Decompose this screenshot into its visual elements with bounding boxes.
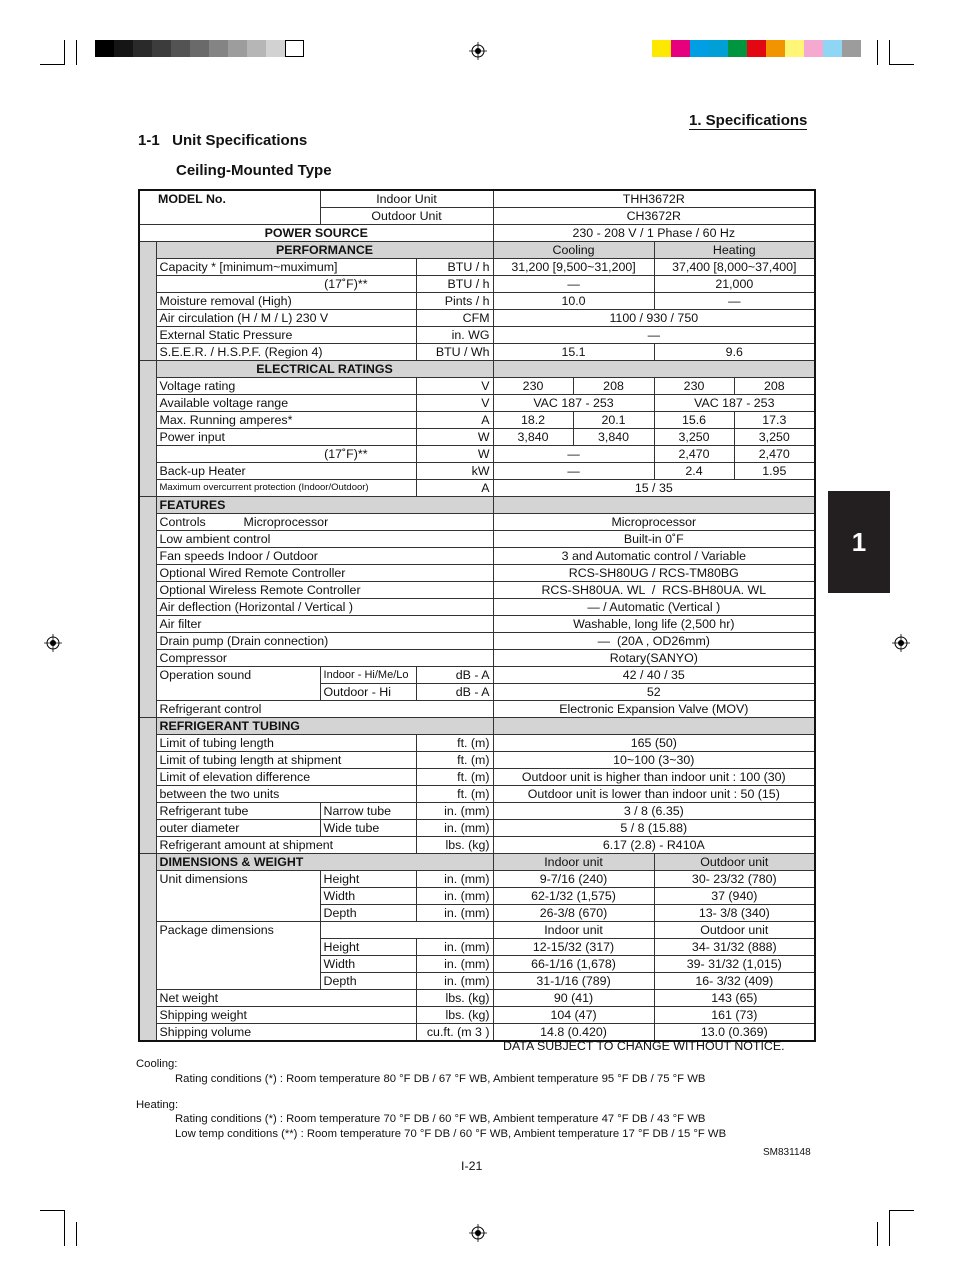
- table-cell: Air deflection (Horizontal / Vertical ): [156, 599, 493, 616]
- table-cell: [139, 242, 156, 361]
- table-cell: CH3672R: [493, 208, 815, 225]
- table-row: [139, 854, 815, 871]
- calibration-swatch: [728, 40, 747, 57]
- table-cell: 10~100 (3~30): [493, 752, 815, 769]
- table-cell: W: [416, 429, 493, 446]
- table-cell: Rotary(SANYO): [493, 650, 815, 667]
- document-id: SM831148: [763, 1147, 811, 1158]
- table-cell: DIMENSIONS & WEIGHT: [156, 854, 493, 871]
- table-cell: 14.8 (0.420): [493, 1024, 654, 1042]
- table-cell: 3,840: [493, 429, 573, 446]
- table-row: [139, 446, 815, 463]
- table-cell: Power input: [156, 429, 416, 446]
- table-cell: 62-1/32 (1,575): [493, 888, 654, 905]
- table-cell: 15.6: [654, 412, 734, 429]
- table-cell: Moisture removal (High): [156, 293, 416, 310]
- table-cell: ELECTRICAL RATINGS: [156, 361, 493, 378]
- calibration-swatch: [152, 40, 171, 57]
- table-cell: [493, 718, 815, 735]
- table-cell: Fan speeds Indoor / Outdoor: [156, 548, 493, 565]
- table-cell: 13.0 (0.369): [654, 1024, 815, 1042]
- table-row: [139, 395, 815, 412]
- table-cell: in. (mm): [416, 939, 493, 956]
- chapter-tab: [828, 491, 890, 593]
- table-row: [139, 820, 815, 837]
- table-row: [139, 344, 815, 361]
- table-cell: 42 / 40 / 35: [493, 667, 815, 684]
- footnote-heating-rating: Rating conditions (*) : Room temperature 70 °F DB / 60 °F WB, Ambient temperature 47 °F DB / 43 °F WB: [175, 1113, 706, 1125]
- table-cell: S.E.E.R. / H.S.P.F. (Region 4): [156, 344, 416, 361]
- table-cell: PERFORMANCE: [156, 242, 493, 259]
- table-cell: RCS-SH80UA. WL / RCS-BH80UA. WL: [493, 582, 815, 599]
- table-cell: Maximum overcurrent protection (Indoor/Outdoor): [156, 480, 416, 497]
- footnote-heating-label: Heating:: [136, 1099, 179, 1111]
- table-row: [139, 190, 815, 208]
- table-cell: 104 (47): [493, 1007, 654, 1024]
- table-cell: kW: [416, 463, 493, 480]
- table-cell: 2.4: [654, 463, 734, 480]
- table-cell: 3,250: [654, 429, 734, 446]
- table-row: [139, 293, 815, 310]
- page-subtitle: Ceiling-Mounted Type: [176, 162, 332, 179]
- registration-mark-icon: [892, 634, 910, 652]
- table-cell: 6.17 (2.8) - R410A: [493, 837, 815, 854]
- table-cell: Operation sound: [156, 667, 320, 701]
- table-cell: Refrigerant control: [156, 701, 493, 718]
- calibration-swatch: [652, 40, 671, 57]
- table-row: [139, 531, 815, 548]
- calibration-swatch: [823, 40, 842, 57]
- table-cell: BTU / h: [416, 259, 493, 276]
- table-cell: ft. (m): [416, 752, 493, 769]
- table-cell: Limit of tubing length: [156, 735, 416, 752]
- table-row: [139, 259, 815, 276]
- table-cell: 37 (940): [654, 888, 815, 905]
- table-cell: Optional Wireless Remote Controller: [156, 582, 493, 599]
- table-cell: 17.3: [734, 412, 815, 429]
- table-cell: ft. (m): [416, 735, 493, 752]
- table-cell: THH3672R: [493, 190, 815, 208]
- table-row: [139, 1007, 815, 1024]
- table-cell: [139, 854, 156, 1042]
- table-cell: 5 / 8 (15.88): [493, 820, 815, 837]
- table-row: [139, 735, 815, 752]
- table-cell: Limit of elevation difference: [156, 769, 416, 786]
- table-cell: [139, 361, 156, 497]
- table-cell: 30- 23/32 (780): [654, 871, 815, 888]
- calibration-swatch: [285, 40, 304, 57]
- table-cell: [139, 718, 156, 854]
- table-row: [139, 786, 815, 803]
- color-calibration-bar: [652, 40, 861, 57]
- table-cell: 39- 31/32 (1,015): [654, 956, 815, 973]
- table-cell: 161 (73): [654, 1007, 815, 1024]
- table-cell: ft. (m): [416, 786, 493, 803]
- table-cell: in. (mm): [416, 905, 493, 922]
- table-cell: 15.1: [493, 344, 654, 361]
- table-cell: Outdoor unit is higher than indoor unit : 100 (30): [493, 769, 815, 786]
- chapter-tab-number: 1: [851, 526, 867, 557]
- table-cell: 165 (50): [493, 735, 815, 752]
- table-cell: 15 / 35: [493, 480, 815, 497]
- table-row: [139, 701, 815, 718]
- page-number: I-21: [461, 1159, 483, 1173]
- calibration-swatch: [671, 40, 690, 57]
- table-cell: BTU / h: [416, 276, 493, 293]
- table-cell: 31-1/16 (789): [493, 973, 654, 990]
- table-cell: 90 (41): [493, 990, 654, 1007]
- table-row: [139, 480, 815, 497]
- calibration-swatch: [266, 40, 285, 57]
- table-row: [139, 429, 815, 446]
- table-row: [139, 990, 815, 1007]
- table-cell: 9.6: [654, 344, 815, 361]
- table-cell: —: [493, 276, 654, 293]
- table-cell: Refrigerant tube: [156, 803, 320, 820]
- table-cell: Controls Microprocessor: [156, 514, 493, 531]
- table-row: [139, 633, 815, 650]
- table-row: [139, 922, 815, 939]
- table-cell: lbs. (kg): [416, 990, 493, 1007]
- table-cell: MODEL No.: [139, 190, 320, 225]
- table-cell: Depth: [320, 905, 416, 922]
- table-cell: Compressor: [156, 650, 493, 667]
- table-cell: 37,400 [8,000~37,400]: [654, 259, 815, 276]
- table-cell: Air circulation (H / M / L) 230 V: [156, 310, 416, 327]
- table-cell: VAC 187 - 253: [493, 395, 654, 412]
- calibration-swatch: [171, 40, 190, 57]
- table-cell: 230 - 208 V / 1 Phase / 60 Hz: [493, 225, 815, 242]
- table-cell: in. (mm): [416, 888, 493, 905]
- specifications-table: [138, 189, 816, 1042]
- table-row: [139, 582, 815, 599]
- table-cell: outer diameter: [156, 820, 320, 837]
- table-cell: Washable, long life (2,500 hr): [493, 616, 815, 633]
- table-cell: Drain pump (Drain connection): [156, 633, 493, 650]
- table-cell: —: [493, 463, 654, 480]
- table-cell: 26-3/8 (670): [493, 905, 654, 922]
- grayscale-calibration-bar: [95, 40, 304, 57]
- table-cell: in. (mm): [416, 803, 493, 820]
- table-cell: 13- 3/8 (340): [654, 905, 815, 922]
- table-cell: in. (mm): [416, 820, 493, 837]
- table-cell: Back-up Heater: [156, 463, 416, 480]
- calibration-swatch: [747, 40, 766, 57]
- table-cell: [139, 497, 156, 718]
- calibration-swatch: [709, 40, 728, 57]
- table-cell: 2,470: [734, 446, 815, 463]
- table-cell: Width: [320, 956, 416, 973]
- table-cell: Indoor - Hi/Me/Lo: [320, 667, 416, 684]
- table-cell: POWER SOURCE: [139, 225, 493, 242]
- table-cell: 3,840: [573, 429, 654, 446]
- table-row: [139, 616, 815, 633]
- table-cell: 1100 / 930 / 750: [493, 310, 815, 327]
- table-cell: Capacity * [minimum~muximum]: [156, 259, 416, 276]
- table-cell: [493, 497, 815, 514]
- table-row: [139, 361, 815, 378]
- table-cell: Limit of tubing length at shipment: [156, 752, 416, 769]
- table-cell: 34- 31/32 (888): [654, 939, 815, 956]
- calibration-swatch: [133, 40, 152, 57]
- table-row: [139, 667, 815, 684]
- page-title: 1-1 Unit Specifications: [138, 132, 308, 149]
- calibration-swatch: [785, 40, 804, 57]
- table-row: [139, 718, 815, 735]
- table-cell: RCS-SH80UG / RCS-TM80BG: [493, 565, 815, 582]
- table-cell: Low ambient control: [156, 531, 493, 548]
- table-cell: 3 / 8 (6.35): [493, 803, 815, 820]
- table-cell: A: [416, 480, 493, 497]
- table-cell: Unit dimensions: [156, 871, 320, 922]
- section-heading: 1. Specifications: [689, 112, 808, 129]
- calibration-swatch: [190, 40, 209, 57]
- table-cell: 1.95: [734, 463, 815, 480]
- table-cell: Indoor unit: [493, 922, 654, 939]
- table-row: [139, 276, 815, 293]
- table-cell: in. (mm): [416, 973, 493, 990]
- table-row: [139, 837, 815, 854]
- table-row: [139, 412, 815, 429]
- table-cell: VAC 187 - 253: [654, 395, 815, 412]
- table-cell: A: [416, 412, 493, 429]
- table-cell: cu.ft. (m 3 ): [416, 1024, 493, 1042]
- table-cell: Indoor unit: [493, 854, 654, 871]
- table-row: [139, 497, 815, 514]
- table-cell: 230: [654, 378, 734, 395]
- registration-mark-icon: [469, 42, 487, 60]
- change-notice: DATA SUBJECT TO CHANGE WITHOUT NOTICE.: [503, 1039, 785, 1053]
- table-cell: 18.2: [493, 412, 573, 429]
- table-cell: Depth: [320, 973, 416, 990]
- table-cell: Heating: [654, 242, 815, 259]
- table-cell: Refrigerant amount at shipment: [156, 837, 416, 854]
- table-cell: Outdoor - Hi: [320, 684, 416, 701]
- table-cell: 16- 3/32 (409): [654, 973, 815, 990]
- table-cell: External Static Pressure: [156, 327, 416, 344]
- table-cell: in. (mm): [416, 956, 493, 973]
- table-cell: —: [493, 327, 815, 344]
- table-cell: Outdoor unit is lower than indoor unit : 50 (15): [493, 786, 815, 803]
- table-cell: Outdoor unit: [654, 854, 815, 871]
- table-cell: 3,250: [734, 429, 815, 446]
- table-row: [139, 327, 815, 344]
- calibration-swatch: [804, 40, 823, 57]
- table-cell: 143 (65): [654, 990, 815, 1007]
- table-row: [139, 871, 815, 888]
- table-cell: Outdoor Unit: [320, 208, 493, 225]
- footnote-cooling-rating: Rating conditions (*) : Room temperature 80 °F DB / 67 °F WB, Ambient temperature 95 °F DB / 75 °F WB: [175, 1073, 706, 1085]
- table-cell: in. (mm): [416, 871, 493, 888]
- table-cell: Net weight: [156, 990, 416, 1007]
- calibration-swatch: [228, 40, 247, 57]
- table-cell: 21,000: [654, 276, 815, 293]
- table-cell: 10.0: [493, 293, 654, 310]
- table-cell: 208: [573, 378, 654, 395]
- table-cell: Air filter: [156, 616, 493, 633]
- table-row: [139, 242, 815, 259]
- table-row: [139, 310, 815, 327]
- table-cell: 20.1: [573, 412, 654, 429]
- table-cell: lbs. (kg): [416, 1007, 493, 1024]
- table-cell: Outdoor unit: [654, 922, 815, 939]
- table-cell: Built-in 0˚F: [493, 531, 815, 548]
- table-cell: Narrow tube: [320, 803, 416, 820]
- table-cell: 12-15/32 (317): [493, 939, 654, 956]
- table-cell: Available voltage range: [156, 395, 416, 412]
- table-cell: lbs. (kg): [416, 837, 493, 854]
- table-cell: BTU / Wh: [416, 344, 493, 361]
- table-cell: W: [416, 446, 493, 463]
- table-row: [139, 378, 815, 395]
- table-cell: V: [416, 395, 493, 412]
- table-cell: in. WG: [416, 327, 493, 344]
- table-cell: dB - A: [416, 667, 493, 684]
- table-cell: (17˚F)**: [156, 446, 416, 463]
- table-cell: dB - A: [416, 684, 493, 701]
- registration-mark-icon: [469, 1224, 487, 1242]
- table-cell: — (20A , OD26mm): [493, 633, 815, 650]
- calibration-swatch: [114, 40, 133, 57]
- table-cell: 31,200 [9,500~31,200]: [493, 259, 654, 276]
- table-cell: (17˚F)**: [156, 276, 416, 293]
- table-cell: V: [416, 378, 493, 395]
- table-row: [139, 752, 815, 769]
- table-row: [139, 225, 815, 242]
- table-row: [139, 514, 815, 531]
- table-cell: 9-7/16 (240): [493, 871, 654, 888]
- calibration-swatch: [209, 40, 228, 57]
- table-cell: CFM: [416, 310, 493, 327]
- table-cell: —: [654, 293, 815, 310]
- calibration-swatch: [842, 40, 861, 57]
- table-cell: REFRIGERANT TUBING: [156, 718, 493, 735]
- footnote-heating-low: Low temp conditions (**) : Room temperature 70 °F DB / 60 °F WB, Ambient temperature 17 °F DB / 15 °F WB: [175, 1128, 727, 1140]
- table-cell: Cooling: [493, 242, 654, 259]
- table-cell: 208: [734, 378, 815, 395]
- footnote-cooling-label: Cooling:: [136, 1058, 178, 1070]
- table-cell: ft. (m): [416, 769, 493, 786]
- table-row: [139, 650, 815, 667]
- table-cell: Height: [320, 939, 416, 956]
- table-cell: Microprocessor: [493, 514, 815, 531]
- table-cell: 2,470: [654, 446, 734, 463]
- table-row: [139, 565, 815, 582]
- table-cell: 3 and Automatic control / Variable: [493, 548, 815, 565]
- table-row: [139, 548, 815, 565]
- table-row: [139, 463, 815, 480]
- table-cell: Electronic Expansion Valve (MOV): [493, 701, 815, 718]
- calibration-swatch: [690, 40, 709, 57]
- calibration-swatch: [95, 40, 114, 57]
- calibration-swatch: [766, 40, 785, 57]
- table-cell: Height: [320, 871, 416, 888]
- table-row: [139, 803, 815, 820]
- table-cell: — / Automatic (Vertical ): [493, 599, 815, 616]
- table-cell: Package dimensions: [156, 922, 320, 990]
- table-cell: Wide tube: [320, 820, 416, 837]
- table-cell: Width: [320, 888, 416, 905]
- table-cell: Pints / h: [416, 293, 493, 310]
- table-cell: 52: [493, 684, 815, 701]
- table-cell: 230: [493, 378, 573, 395]
- table-cell: [320, 922, 493, 939]
- table-cell: Shipping weight: [156, 1007, 416, 1024]
- table-cell: Voltage rating: [156, 378, 416, 395]
- table-cell: Shipping volume: [156, 1024, 416, 1042]
- table-cell: 66-1/16 (1,678): [493, 956, 654, 973]
- table-cell: Indoor Unit: [320, 190, 493, 208]
- calibration-swatch: [247, 40, 266, 57]
- table-cell: Optional Wired Remote Controller: [156, 565, 493, 582]
- table-row: [139, 769, 815, 786]
- table-cell: between the two units: [156, 786, 416, 803]
- registration-mark-icon: [44, 634, 62, 652]
- table-cell: Max. Running amperes*: [156, 412, 416, 429]
- table-cell: [493, 361, 815, 378]
- table-cell: FEATURES: [156, 497, 493, 514]
- table-row: [139, 599, 815, 616]
- table-cell: —: [493, 446, 654, 463]
